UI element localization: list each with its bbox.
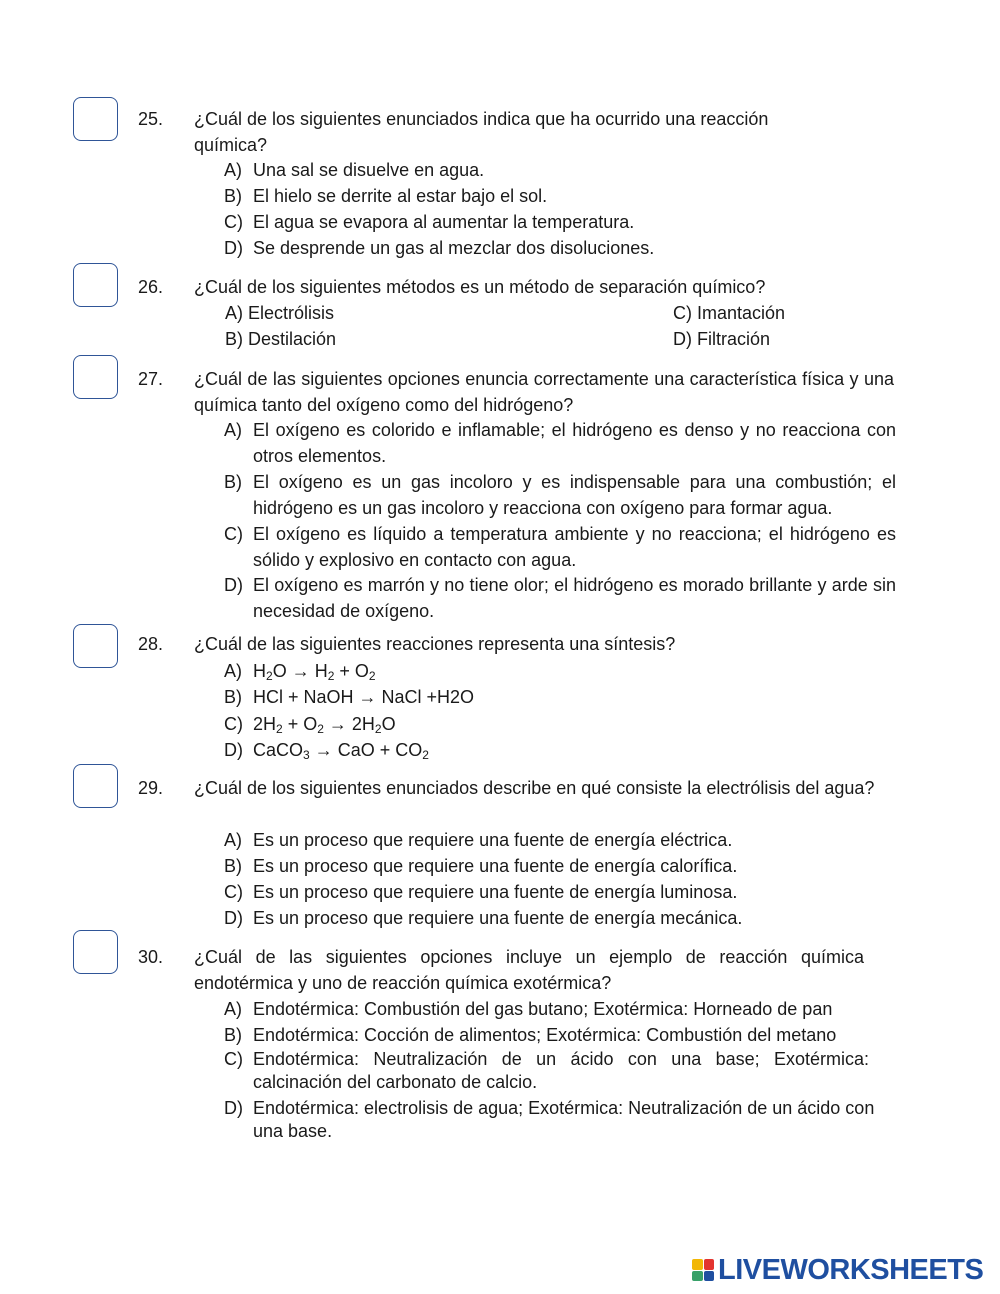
logo-mark-icon bbox=[692, 1259, 714, 1281]
option-c bbox=[673, 300, 785, 326]
option-a bbox=[224, 996, 884, 1022]
question-text: ¿Cuál de las siguientes opciones enuncia correctamente una característica física y una química tanto del oxígeno como del hidrógeno? bbox=[194, 369, 894, 415]
option-c bbox=[224, 209, 896, 235]
option-text: Destilación bbox=[248, 329, 337, 349]
question-number: 28. bbox=[138, 634, 164, 654]
option-letter: D) bbox=[224, 740, 243, 760]
option-letter: B) bbox=[224, 856, 242, 876]
option-letter: A) bbox=[224, 160, 242, 180]
liveworksheets-logo bbox=[692, 1256, 983, 1284]
option-text: El oxígeno es marrón y no tiene olor; el hidrógeno es morado brillante y arde sin necesidad de oxígeno. bbox=[253, 575, 896, 621]
option-text: El agua se evapora al aumentar la temperatura. bbox=[253, 212, 635, 232]
option-letter: C) bbox=[224, 524, 243, 544]
option-letter: C) bbox=[224, 714, 243, 734]
option-letter: C) bbox=[224, 882, 243, 902]
option-a bbox=[225, 300, 334, 326]
option-letter: B) bbox=[224, 687, 242, 707]
option-b bbox=[224, 684, 896, 710]
answer-box-27[interactable] bbox=[73, 355, 118, 399]
option-text: El hielo se derrite al estar bajo el sol. bbox=[253, 186, 548, 206]
option-c bbox=[224, 711, 896, 737]
option-text: Endotérmica: Cocción de alimentos; Exotérmica: Combustión del metano bbox=[253, 1025, 837, 1045]
option-text: El oxígeno es colorido e inflamable; el hidrógeno es denso y no reacciona con otros elementos. bbox=[253, 420, 896, 466]
answer-box-26[interactable] bbox=[73, 263, 118, 307]
option-text: El oxígeno es líquido a temperatura ambiente y no reacciona; el hidrógeno es sólido y explosivo en contacto con agua. bbox=[253, 524, 896, 570]
question-text: ¿Cuál de los siguientes enunciados describe en qué consiste la electrólisis del agua? bbox=[194, 778, 875, 798]
formula-h2o-decomposition: $H_2O \to H_2 + O_2$ bbox=[253, 661, 376, 683]
question-number: 25. bbox=[138, 109, 164, 129]
formula-h2o-synthesis: $2H_2 + O_2 \to 2H_2O$ bbox=[253, 714, 396, 736]
option-letter: A) bbox=[224, 999, 242, 1019]
option-text: Endotérmica: Combustión del gas butano; Exotérmica: Horneado de pan bbox=[253, 999, 833, 1019]
option-letter: D) bbox=[224, 238, 243, 258]
option-text: Es un proceso que requiere una fuente de energía luminosa. bbox=[253, 882, 738, 902]
option-c bbox=[224, 1048, 869, 1094]
option-d bbox=[224, 1097, 884, 1143]
option-letter: B) bbox=[225, 329, 243, 349]
option-text: HCl + NaOH → NaCl +H2O bbox=[253, 687, 475, 707]
option-a bbox=[224, 157, 896, 183]
option-letter: B) bbox=[224, 472, 242, 492]
option-text: Es un proceso que requiere una fuente de energía calorífica. bbox=[253, 856, 738, 876]
answer-box-25[interactable] bbox=[73, 97, 118, 141]
question-text: ¿Cuál de los siguientes enunciados indica que ha ocurrido una reacción química? bbox=[194, 109, 769, 155]
option-d bbox=[224, 235, 896, 261]
option-letter: A) bbox=[224, 661, 242, 681]
option-letter: D) bbox=[224, 575, 243, 595]
answer-box-30[interactable] bbox=[73, 930, 118, 974]
option-text: Es un proceso que requiere una fuente de energía mecánica. bbox=[253, 908, 743, 928]
option-d bbox=[224, 572, 896, 624]
question-number: 29. bbox=[138, 778, 164, 798]
question-number: 30. bbox=[138, 947, 164, 967]
option-text: Filtración bbox=[697, 329, 771, 349]
option-d bbox=[224, 737, 896, 763]
option-text: Es un proceso que requiere una fuente de energía eléctrica. bbox=[253, 830, 733, 850]
answer-box-29[interactable] bbox=[73, 764, 118, 808]
option-letter: D) bbox=[224, 908, 243, 928]
option-d bbox=[224, 905, 896, 931]
option-c bbox=[224, 521, 896, 573]
option-d bbox=[673, 326, 770, 352]
answer-box-28[interactable] bbox=[73, 624, 118, 668]
option-letter: A) bbox=[224, 420, 242, 440]
option-a bbox=[224, 417, 896, 469]
option-a bbox=[224, 827, 896, 853]
option-b bbox=[224, 853, 896, 879]
option-text: Se desprende un gas al mezclar dos disoluciones. bbox=[253, 238, 655, 258]
option-b bbox=[225, 326, 336, 352]
option-text: El oxígeno es un gas incoloro y es indispensable para una combustión; el hidrógeno es un gas incoloro y reacciona con oxígeno para formar agua. bbox=[253, 472, 896, 518]
option-text: Endotérmica: electrolisis de agua; Exotérmica: Neutralización de un ácido con una base. bbox=[253, 1098, 875, 1141]
option-letter: A) bbox=[224, 830, 242, 850]
option-letter: C) bbox=[224, 212, 243, 232]
question-text: ¿Cuál de los siguientes métodos es un método de separación químico? bbox=[194, 277, 766, 297]
option-text: Endotérmica: Neutralización de un ácido con una base; Exotérmica: calcinación del carbonato de calcio. bbox=[253, 1049, 869, 1092]
question-text: ¿Cuál de las siguientes reacciones representa una síntesis? bbox=[194, 634, 676, 654]
option-c bbox=[224, 879, 896, 905]
option-text: Electrólisis bbox=[248, 303, 335, 323]
option-letter: D) bbox=[224, 1098, 243, 1118]
option-b bbox=[224, 469, 896, 521]
option-a bbox=[224, 658, 896, 684]
option-letter: D) bbox=[673, 329, 692, 349]
question-number: 27. bbox=[138, 369, 164, 389]
option-letter: B) bbox=[224, 186, 242, 206]
question-number: 26. bbox=[138, 277, 164, 297]
question-text: ¿Cuál de las siguientes opciones incluye un ejemplo de reacción química endotérmica y uno de reacción química exotérmica? bbox=[194, 947, 864, 993]
logo-text: LIVEWORKSHEETS bbox=[718, 1254, 984, 1286]
option-b bbox=[224, 1022, 884, 1048]
option-letter: A) bbox=[225, 303, 243, 323]
formula-caco3-decomposition: CaCO$_3$ → CaO + $CO_2$ bbox=[253, 740, 429, 762]
option-text: Una sal se disuelve en agua. bbox=[253, 160, 485, 180]
option-b bbox=[224, 183, 896, 209]
option-letter: B) bbox=[224, 1025, 242, 1045]
option-text: Imantación bbox=[697, 303, 786, 323]
option-letter: C) bbox=[224, 1049, 243, 1069]
option-letter: C) bbox=[673, 303, 692, 323]
